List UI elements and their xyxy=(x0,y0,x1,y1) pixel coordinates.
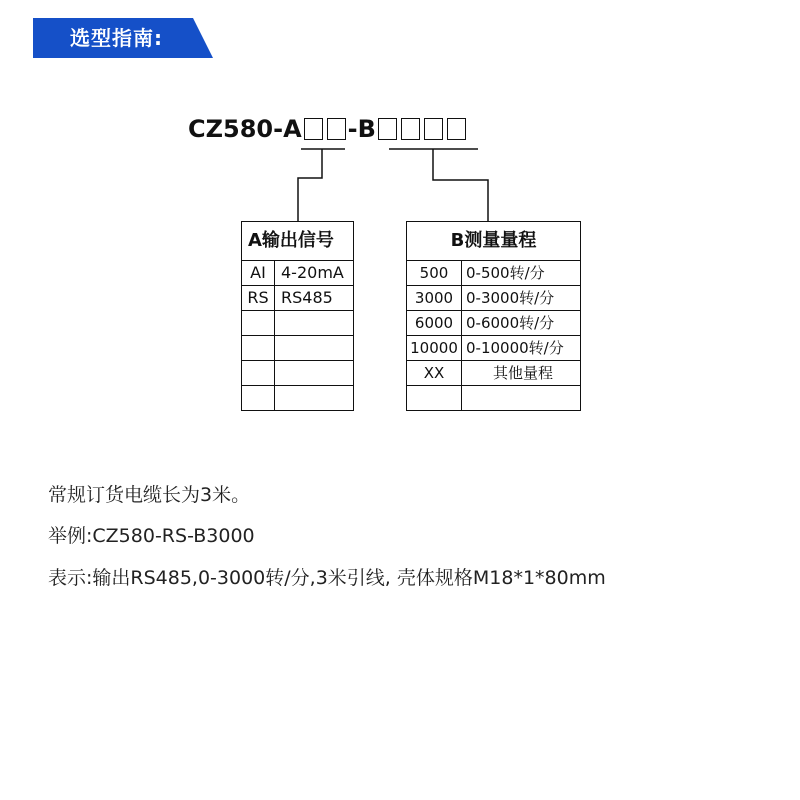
table-row xyxy=(242,311,354,336)
measuring-range-table xyxy=(406,221,581,411)
table-row xyxy=(242,386,354,411)
table-row: RS RS485 xyxy=(242,286,354,311)
model-prefix: CZ580-A xyxy=(188,115,302,143)
table-row xyxy=(407,386,581,411)
table-row xyxy=(242,361,354,386)
output-signal-header: A输出信号 xyxy=(242,222,354,261)
connector-b-drop xyxy=(433,149,488,222)
note-cable-length: 常规订货电缆长为3米。 xyxy=(48,484,251,506)
connector-a-drop xyxy=(298,149,322,222)
model-mid: -B xyxy=(347,115,376,143)
table-row: XX 其他量程 xyxy=(407,361,581,386)
table-row: AI 4-20mA xyxy=(242,261,354,286)
section-title: 选型指南: xyxy=(70,26,163,50)
table-row: 10000 0-10000转/分 xyxy=(407,336,581,361)
table-row: 3000 0-3000转/分 xyxy=(407,286,581,311)
table-row: 500 0-500转/分 xyxy=(407,261,581,286)
note-example: 举例:CZ580-RS-B3000 xyxy=(48,525,255,547)
note-meaning: 表示:输出RS485,0-3000转/分,3米引线, 壳体规格M18*1*80mm xyxy=(48,567,606,589)
table-row xyxy=(242,336,354,361)
table-row: 6000 0-6000转/分 xyxy=(407,311,581,336)
measuring-range-header: B测量量程 xyxy=(407,222,581,261)
output-signal-table xyxy=(241,221,354,411)
